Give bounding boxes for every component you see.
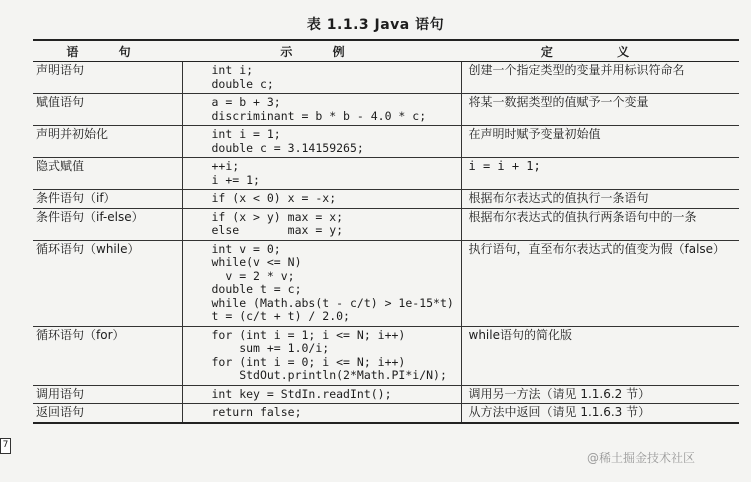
example-cell [182,94,461,126]
table-row [33,208,739,240]
definition-cell: 调用另一方法（请见 1.1.6.2 节） [461,385,739,404]
header-example: 示 例 [182,40,461,62]
code-example: int v = 0; while(v <= N) v = 2 * v; double t = c; while (Math.abs(t - c/t) > 1e-15*t) t = (c/t + t) / 2.0; [211,241,454,323]
definition-cell: 根据布尔表达式的值执行一条语句 [461,190,739,209]
page-edge-marker: 7 [0,438,11,454]
statement-cell: 调用语句 [33,385,182,404]
table-row [33,94,739,126]
statement-cell: 声明并初始化 [33,126,182,158]
example-cell [182,158,461,190]
table-title: 表 1.1.3 Java 语句 [306,17,445,33]
statement-cell: 循环语句（for） [33,326,182,385]
header-definition: 定 义 [461,40,739,62]
table-row [33,126,739,158]
table-body [33,62,739,423]
example-cell [182,126,461,158]
code-example: for (int i = 1; i <= N; i++) sum += 1.0/i; for (int i = 0; i <= N; i++) StdOut.println(2*Math.PI*i/N); [211,327,447,382]
table-row [33,385,739,404]
java-statements-table [33,39,739,424]
table-header-row [33,40,739,62]
example-cell [182,240,461,326]
table-row [33,240,739,326]
code-example: if (x < 0) x = -x; [211,191,337,205]
code-example: ++i; i += 1; [211,159,260,187]
definition-cell: while语句的简化版 [461,326,739,385]
code-example: int key = StdIn.readInt(); [211,386,392,401]
example-cell [182,62,461,94]
definition-cell: 在声明时赋予变量初始值 [461,126,739,158]
example-cell [182,404,461,423]
example-cell [182,385,461,404]
statement-cell: 声明语句 [33,62,182,94]
definition-cell: 创建一个指定类型的变量并用标识符命名 [461,62,739,94]
example-cell [182,208,461,240]
table-row [33,190,739,209]
statement-cell: 条件语句（if-else） [33,208,182,240]
table-row [33,404,739,423]
table-row [33,326,739,385]
statement-cell: 返回语句 [33,404,182,423]
definition-cell: 从方法中返回（请见 1.1.6.3 节） [461,404,739,423]
example-cell [182,190,461,209]
statement-cell: 循环语句（while） [33,240,182,326]
code-example: return false; [211,405,302,419]
statement-cell: 条件语句（if） [33,190,182,209]
code-example: int i; double c; [211,63,274,91]
statement-cell: 赋值语句 [33,94,182,126]
statement-cell: 隐式赋值 [33,158,182,190]
code-example: if (x > y) max = x; else max = y; [211,209,344,237]
code-example: a = b + 3; discriminant = b * b - 4.0 * c; [211,95,427,123]
table-row [33,62,739,94]
definition-cell: 执行语句，直至布尔表达式的值变为假（false） [461,240,739,326]
definition-cell: i = i + 1; [461,158,739,190]
code-example: int i = 1; double c = 3.14159265; [211,127,364,155]
header-statement: 语 句 [33,40,182,62]
definition-cell: 根据布尔表达式的值执行两条语句中的一条 [461,208,739,240]
definition-cell: 将某一数据类型的值赋予一个变量 [461,94,739,126]
table-row [33,158,739,190]
watermark: @稀土掘金技术社区 [587,451,696,465]
example-cell [182,326,461,385]
